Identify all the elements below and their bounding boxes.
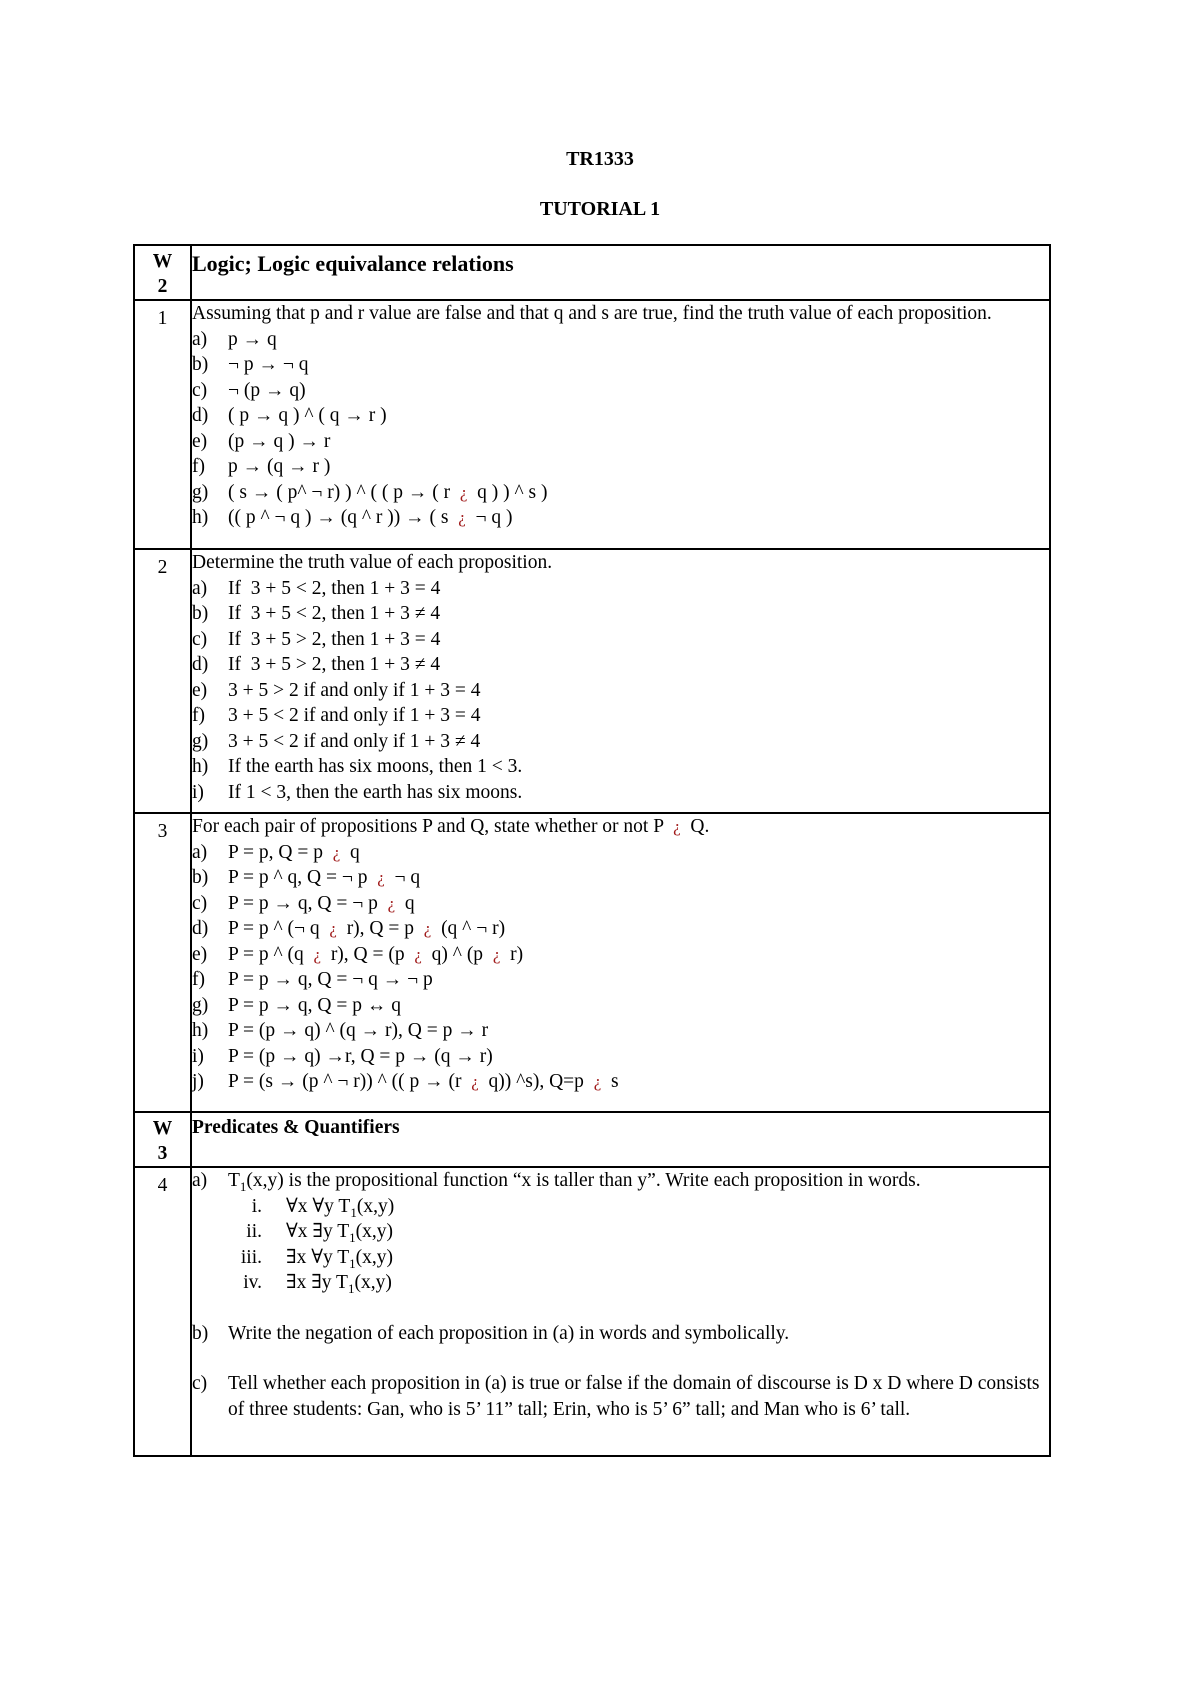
tutorial-table <box>133 244 1051 1457</box>
item-label: h) <box>192 507 209 528</box>
item-text: (p → q ) → r <box>228 430 331 452</box>
quantifier-text: ∀x ∃y T <box>286 1221 350 1242</box>
intro-part: Q. <box>680 816 710 837</box>
part-b-text: Write the negation of each proposition in (a) in words and symbolically. <box>228 1322 790 1344</box>
item-text <box>228 865 1049 891</box>
list-item <box>192 627 1049 653</box>
item-text-part: r), Q = (p <box>321 943 415 965</box>
quantifier-text: ∃x ∃y T <box>286 1272 348 1293</box>
item-text: If 1 < 3, then the earth has six moons. <box>228 781 523 803</box>
list-item <box>192 729 1049 755</box>
week-number: 3 <box>157 1143 168 1164</box>
part-b <box>192 1321 1049 1347</box>
question-body <box>191 549 1050 813</box>
item-label: d) <box>192 405 209 426</box>
question-number-cell <box>134 1167 191 1456</box>
spacer <box>192 1346 1049 1371</box>
list-item <box>192 865 1049 891</box>
item-label: d) <box>192 654 209 675</box>
function-subscript: 1 <box>239 1178 247 1194</box>
list-item <box>192 429 1049 455</box>
item-text: 3 + 5 < 2 if and only if 1 + 3 = 4 <box>228 705 481 726</box>
sub-list-item <box>192 1245 1049 1271</box>
spacer <box>192 1296 1049 1321</box>
list-item <box>192 652 1049 678</box>
document-code: TR1333 <box>566 148 634 170</box>
item-text-part: q ) ) ^ s ) <box>467 481 548 503</box>
list-item <box>192 480 1049 506</box>
unrendered-symbol-icon: ¿ <box>387 893 396 913</box>
item-text: p → q <box>228 328 277 350</box>
week-letter: W <box>152 251 173 272</box>
function-name: T <box>228 1170 240 1191</box>
sub-item-text <box>286 1219 1049 1245</box>
question-intro: Assuming that p and r value are false and that q and s are true, find the truth value of each proposition. <box>192 303 992 324</box>
item-text-part: ¬ q <box>384 867 421 888</box>
question-row <box>134 300 1050 549</box>
part-a-text <box>228 1168 1049 1194</box>
list-item <box>192 378 1049 404</box>
arguments: (x,y) <box>355 1246 394 1268</box>
list-item <box>192 993 1049 1019</box>
question-body <box>191 300 1050 549</box>
list-item <box>192 1069 1049 1095</box>
arguments: (x,y) <box>354 1272 392 1293</box>
item-text: ¬ p → ¬ q <box>228 354 309 375</box>
quantifier-text: ∀x ∀y T <box>286 1195 351 1217</box>
item-label: f) <box>192 456 205 477</box>
section-title-cell <box>191 245 1050 300</box>
item-text: P = (p → q) ^ (q → r), Q = p → r <box>228 1020 489 1041</box>
item-label: g) <box>192 994 209 1016</box>
subscript: 1 <box>349 1229 356 1245</box>
part-label: b) <box>192 1322 209 1344</box>
list-item <box>192 754 1049 780</box>
week-label <box>135 246 190 299</box>
sub-item-label: ii. <box>246 1221 262 1242</box>
item-label: g) <box>192 481 209 503</box>
item-text: 3 + 5 < 2 if and only if 1 + 3 ≠ 4 <box>228 730 481 752</box>
list-item <box>192 891 1049 917</box>
item-text: ( p → q ) ^ ( q → r ) <box>228 405 387 426</box>
list-item <box>192 703 1049 729</box>
document-subtitle: TUTORIAL 1 <box>539 198 661 220</box>
unrendered-symbol-icon: ¿ <box>329 919 337 938</box>
week-letter: W <box>152 1118 173 1139</box>
item-text: P = (p → q) →r, Q = p → (q → r) <box>228 1045 493 1067</box>
section-header-row <box>134 245 1050 300</box>
item-label: h) <box>192 1020 209 1041</box>
question-intro: Determine the truth value of each proposition. <box>192 552 553 573</box>
question-body <box>191 1167 1050 1456</box>
item-list <box>192 576 1049 806</box>
unrendered-symbol-icon: ¿ <box>492 944 501 964</box>
item-text: P = p → q, Q = ¬ q → ¬ p <box>228 969 433 990</box>
unrendered-symbol-icon: ¿ <box>471 1072 479 1091</box>
subscript: 1 <box>347 1280 355 1296</box>
part-a <box>192 1168 1049 1194</box>
item-text-part: ( s → ( p^ ¬ r) ) ^ ( ( p → ( r <box>228 481 460 503</box>
item-label: a) <box>192 328 208 350</box>
arguments: (x,y) <box>356 1195 395 1217</box>
list-item <box>192 403 1049 429</box>
sub-item-text <box>286 1270 1049 1296</box>
item-text <box>228 916 1049 942</box>
item-text: P = p → q, Q = p ↔ q <box>228 994 401 1016</box>
item-text-part: (( p ^ ¬ q ) → (q ^ r )) → ( s <box>228 507 459 528</box>
item-text-part: q)) ^s), Q=p <box>478 1071 594 1092</box>
section-title: Predicates & Quantifiers <box>192 1117 400 1138</box>
item-label: e) <box>192 943 208 965</box>
item-label: a) <box>192 841 208 863</box>
list-item <box>192 1044 1049 1070</box>
question-number: 2 <box>157 557 168 578</box>
unrendered-symbol-icon: ¿ <box>423 919 432 938</box>
week-number: 2 <box>157 276 168 297</box>
sub-list-item <box>192 1219 1049 1245</box>
item-label: b) <box>192 603 209 624</box>
list-item <box>192 327 1049 353</box>
item-list <box>192 840 1049 1095</box>
item-text: If the earth has six moons, then 1 < 3. <box>228 756 523 777</box>
sub-list-item <box>192 1270 1049 1296</box>
item-text-part: P = (s → (p ^ ¬ r)) ^ (( p → (r <box>228 1071 472 1092</box>
item-text-part: q <box>340 841 360 863</box>
list-item <box>192 678 1049 704</box>
item-text-part: (q ^ ¬ r) <box>431 918 506 939</box>
question-row <box>134 813 1050 1112</box>
question-number: 4 <box>157 1175 168 1196</box>
item-text <box>228 942 1049 968</box>
sub-item-label: i. <box>251 1195 262 1217</box>
list-item <box>192 967 1049 993</box>
quantifier-text: ∃x ∀y T <box>286 1246 350 1268</box>
item-text: If 3 + 5 > 2, then 1 + 3 ≠ 4 <box>228 654 441 675</box>
item-label: b) <box>192 867 209 888</box>
list-item <box>192 454 1049 480</box>
list-item <box>192 780 1049 806</box>
unrendered-symbol-icon: ¿ <box>414 944 422 964</box>
part-c <box>192 1371 1049 1422</box>
list-item <box>192 916 1049 942</box>
item-text-part: r) <box>500 943 524 965</box>
unrendered-symbol-icon: ¿ <box>459 482 468 502</box>
item-label: a) <box>192 577 208 599</box>
question-body <box>191 813 1050 1112</box>
item-text-part: s <box>601 1071 619 1092</box>
question-intro <box>192 814 1049 840</box>
item-text-part: P = p ^ q, Q = ¬ p <box>228 867 378 888</box>
question-number-cell <box>134 549 191 813</box>
item-label: h) <box>192 756 209 777</box>
part-a-rest: (x,y) is the propositional function “x is taller than y”. Write each proposition in words. <box>246 1170 921 1191</box>
question-row <box>134 549 1050 813</box>
item-label: e) <box>192 430 208 452</box>
arguments: (x,y) <box>355 1221 394 1242</box>
item-label: f) <box>192 705 205 726</box>
item-label: c) <box>192 379 208 401</box>
item-text <box>228 1069 1049 1095</box>
list-item <box>192 840 1049 866</box>
item-list <box>192 327 1049 531</box>
part-label: c) <box>192 1373 208 1394</box>
sub-item-label: iv. <box>243 1272 262 1293</box>
unrendered-symbol-icon: ¿ <box>593 1072 602 1091</box>
part-label: a) <box>192 1170 208 1191</box>
section-header-row <box>134 1112 1050 1167</box>
item-label: b) <box>192 354 209 375</box>
item-text-part: q <box>395 892 415 914</box>
item-text-part: r), Q = p <box>336 918 424 939</box>
item-label: c) <box>192 628 208 650</box>
list-item <box>192 505 1049 531</box>
list-item <box>192 1018 1049 1044</box>
unrendered-symbol-icon: ¿ <box>458 508 466 527</box>
week-label <box>135 1113 190 1166</box>
section-title-cell <box>191 1112 1050 1167</box>
subscript: 1 <box>350 1204 357 1220</box>
question-number: 1 <box>157 308 168 329</box>
item-text <box>228 480 1049 506</box>
question-number-cell <box>134 300 191 549</box>
item-text: p → (q → r ) <box>228 456 331 477</box>
item-text: ¬ (p → q) <box>228 379 306 401</box>
list-item <box>192 601 1049 627</box>
item-label: f) <box>192 969 205 990</box>
item-text-part: P = p ^ (q <box>228 943 314 965</box>
item-label: i) <box>192 1045 204 1067</box>
unrendered-symbol-icon: ¿ <box>673 817 681 836</box>
sub-item-text <box>286 1245 1049 1271</box>
section-title: Logic; Logic equivalance relations <box>192 251 514 276</box>
item-text: 3 + 5 > 2 if and only if 1 + 3 = 4 <box>228 679 481 701</box>
question-number: 3 <box>157 821 168 842</box>
list-item <box>192 942 1049 968</box>
sub-item-label: iii. <box>240 1246 262 1268</box>
item-text-part: P = p, Q = p <box>228 841 333 863</box>
item-text-part: P = p → q, Q = ¬ p <box>228 892 388 914</box>
subscript: 1 <box>349 1255 356 1271</box>
item-text: If 3 + 5 < 2, then 1 + 3 ≠ 4 <box>228 603 441 624</box>
item-label: i) <box>192 781 204 803</box>
intro-part: For each pair of propositions P and Q, state whether or not P <box>192 816 674 837</box>
unrendered-symbol-icon: ¿ <box>377 868 385 887</box>
unrendered-symbol-icon: ¿ <box>332 842 341 862</box>
unrendered-symbol-icon: ¿ <box>313 944 322 964</box>
sub-item-list <box>192 1194 1049 1296</box>
sub-list-item <box>192 1194 1049 1220</box>
item-text <box>228 505 1049 531</box>
week-cell <box>134 1112 191 1167</box>
part-c-text: Tell whether each proposition in (a) is true or false if the domain of discourse is D x D where D consists of three students: Gan, who is 5’ 11” tall; Erin, who is 5’ 6” tall; and Man who is 6’ tall. <box>228 1373 1040 1420</box>
item-text <box>228 840 1049 866</box>
item-label: g) <box>192 730 209 752</box>
week-cell <box>134 245 191 300</box>
question-row <box>134 1167 1050 1456</box>
item-text <box>228 891 1049 917</box>
item-text: If 3 + 5 > 2, then 1 + 3 = 4 <box>228 628 441 650</box>
item-label: d) <box>192 918 209 939</box>
item-text-part: q) ^ (p <box>421 943 493 965</box>
item-label: e) <box>192 679 208 701</box>
item-label: c) <box>192 892 208 914</box>
item-text-part: P = p ^ (¬ q <box>228 918 330 939</box>
list-item <box>192 352 1049 378</box>
question-number-cell <box>134 813 191 1112</box>
sub-item-text <box>286 1194 1049 1220</box>
item-text: If 3 + 5 < 2, then 1 + 3 = 4 <box>228 577 441 599</box>
item-label: j) <box>192 1071 204 1092</box>
list-item <box>192 576 1049 602</box>
item-text-part: ¬ q ) <box>465 507 513 528</box>
